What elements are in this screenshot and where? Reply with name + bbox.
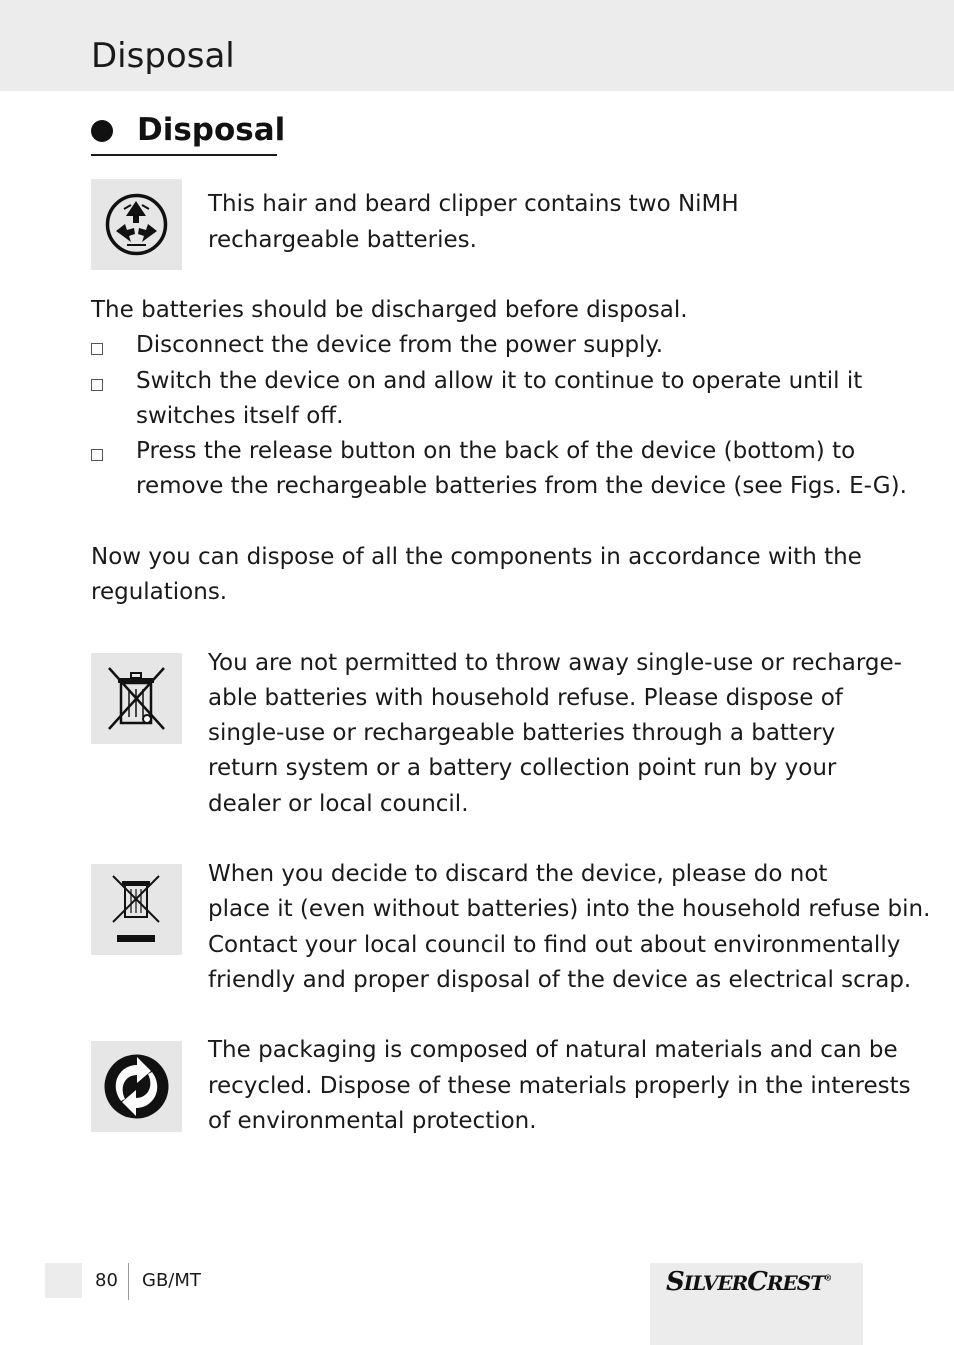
device-refuse-line-3: Contact your local council to find out about environmentally [208, 932, 901, 958]
packaging-line-3: of environmental protection. [208, 1108, 537, 1134]
device-refuse-line-2: place it (even without batteries) into the household refuse bin. [208, 896, 931, 922]
device-refuse-line-4: friendly and proper disposal of the device as electrical scrap. [208, 967, 912, 993]
battery-refuse-line-1: You are not permitted to throw away single-use or recharge- [208, 650, 902, 676]
step-checkbox-icon [91, 449, 103, 461]
brand-box [650, 1263, 863, 1345]
batteries-line-1: This hair and beard clipper contains two NiMH [208, 191, 739, 217]
page-title: Disposal [91, 36, 235, 76]
packaging-line-1: The packaging is composed of natural materials and can be [208, 1037, 898, 1063]
section-heading [91, 112, 286, 156]
locale-label: GB/MT [142, 1270, 201, 1291]
step-2-line-1: Switch the device on and allow it to continue to operate until it [136, 368, 863, 394]
crossed-bin-battery-icon [91, 653, 182, 744]
brand-logo: SILVERCREST® [666, 1267, 832, 1297]
discharge-intro: The batteries should be discharged before disposal. [91, 297, 688, 323]
step-3-line-2: remove the rechargeable batteries from the device (see Figs. E-G). [136, 473, 907, 499]
battery-refuse-line-3: single-use or rechargeable batteries through a battery [208, 720, 836, 746]
battery-refuse-line-5: dealer or local council. [208, 791, 469, 817]
section-title: Disposal [137, 112, 286, 148]
page-number: 80 [95, 1270, 118, 1291]
battery-refuse-line-4: return system or a battery collection point run by your [208, 755, 837, 781]
step-2-line-2: switches itself off. [136, 403, 344, 429]
section-bullet-icon [91, 120, 113, 142]
footer-marker [45, 1263, 82, 1298]
step-checkbox-icon [91, 379, 103, 391]
step-checkbox-icon [91, 343, 103, 355]
recycle-batteries-icon [91, 179, 182, 270]
dispose-components-line-2: regulations. [91, 579, 228, 605]
crossed-bin-weee-icon [91, 864, 182, 955]
batteries-line-2: rechargeable batteries. [208, 227, 477, 253]
step-1-line-1: Disconnect the device from the power supply. [136, 332, 664, 358]
packaging-line-2: recycled. Dispose of these materials properly in the interests [208, 1073, 911, 1099]
device-refuse-line-1: When you decide to discard the device, please do not [208, 861, 828, 887]
dispose-components-line-1: Now you can dispose of all the components in accordance with the [91, 544, 862, 570]
footer-divider [128, 1263, 129, 1300]
green-dot-icon [91, 1041, 182, 1132]
battery-refuse-line-2: able batteries with household refuse. Please dispose of [208, 685, 843, 711]
step-3-line-1: Press the release button on the back of the device (bottom) to [136, 438, 856, 464]
